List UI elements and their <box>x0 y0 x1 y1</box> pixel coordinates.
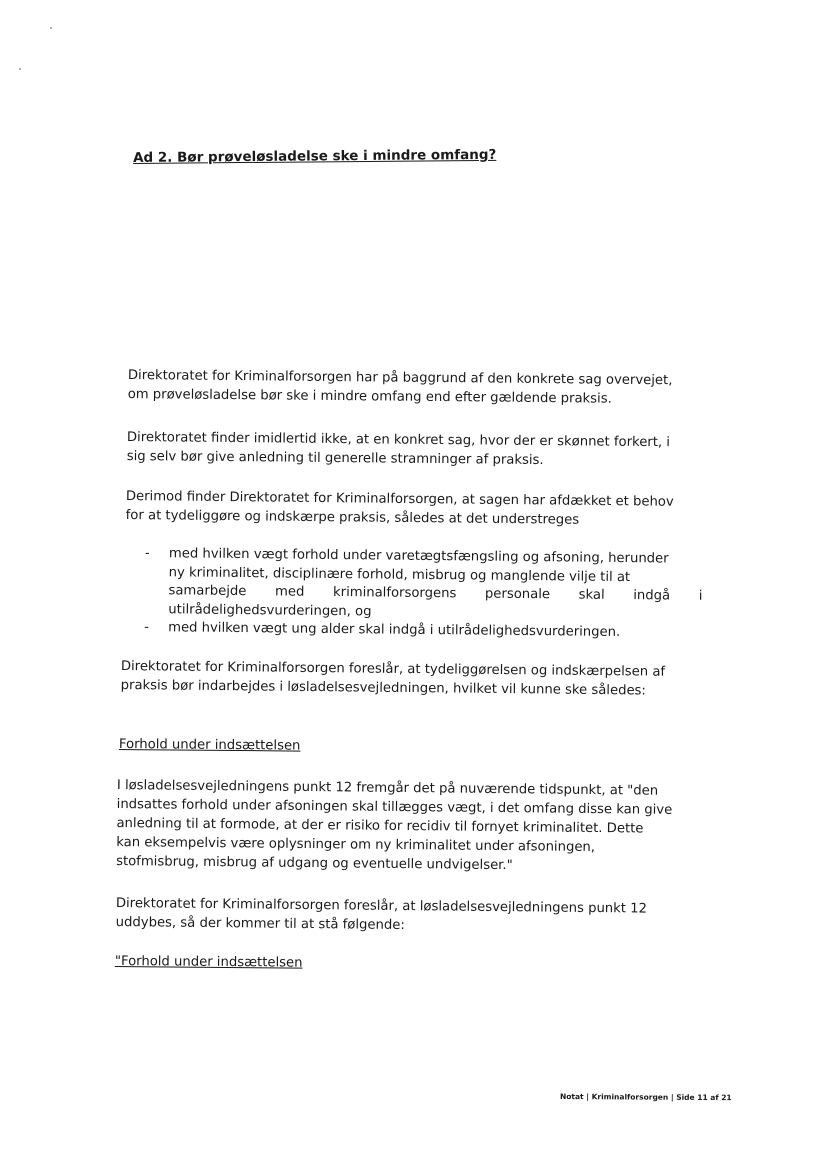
bullet-line: utilrådelighedsvurderingen, og <box>168 601 372 619</box>
paragraph-line: sig selv bør give anledning til generelle stramninger af praksis. <box>126 448 544 469</box>
bullet-mark: - <box>144 545 150 562</box>
paragraph-5 <box>116 776 673 877</box>
paragraph-1 <box>128 366 673 409</box>
justified-word: i <box>698 588 703 604</box>
justified-word: samarbejde <box>168 583 247 600</box>
bullet-line: med hvilken vægt ung alder skal indgå i utilrådelighedsvurderingen. <box>168 620 621 640</box>
paragraph-line: anledning til at formode, at der er risiko for recidiv til fornyet kriminalitet. Dette <box>116 815 644 837</box>
list-item <box>144 545 703 625</box>
paragraph-line: Direktoratet for Kriminalforsorgen foreslår, at tydeliggørelsen og indskærpelsen af <box>120 658 666 680</box>
quoted-section-heading: "Forhold under indsættelsen <box>114 954 303 971</box>
bullet-line: ny kriminalitet, disciplinære forhold, misbrug og manglende vilje til at <box>168 564 631 585</box>
page-heading: Ad 2. Bør prøveløsladelse ske i mindre omfang? <box>133 146 497 166</box>
bullet-list <box>144 545 703 643</box>
paragraph-2 <box>127 428 670 471</box>
paragraph-4 <box>121 657 666 701</box>
paragraph-line: I løsladelsesvejledningens punkt 12 fremgår det på nuværende tidspunkt, at "den <box>116 777 659 799</box>
paragraph-line: Direktoratet for Kriminalforsorgen foreslår, at løsladelsesvejledningens punkt 12 <box>115 895 648 917</box>
paragraph-line: indsattes forhold under afsoningen skal tillægges vægt, i det omfang disse kan give <box>116 796 673 818</box>
justified-word: personale <box>484 586 551 603</box>
paragraph-line: Direktoratet finder imidlertid ikke, at en konkret sag, hvor der er skønnet forkert, i <box>126 429 671 451</box>
page-footer: Notat | Kriminalforsorgen | Side 11 af 21 <box>559 1092 732 1103</box>
paragraph-line: uddybes, så der kommer til at stå følgende: <box>115 914 405 934</box>
justified-word: indgå <box>633 588 671 604</box>
justified-word: skal <box>578 587 605 603</box>
paragraph-line: Derimod finder Direktoratet for Kriminalforsorgen, at sagen har afdækket et behov <box>125 488 674 510</box>
scan-speck <box>50 27 52 29</box>
paragraph-line: stofmisbrug, misbrug af udgang og eventuelle undvigelser." <box>116 853 513 874</box>
paragraph-line: om prøveløsladelse bør ske i mindre omfang end efter gældende praksis. <box>127 386 612 407</box>
justified-word: kriminalforsorgens <box>332 584 457 602</box>
paragraph-line: praksis bør indarbejdes i løsladelsesvejledningen, hvilket vil kunne ske således: <box>120 677 646 699</box>
justified-word: med <box>275 584 305 600</box>
paragraph-line: Direktoratet for Kriminalforsorgen har på baggrund af den konkrete sag overvejet, <box>127 367 673 389</box>
paragraph-6 <box>116 894 647 938</box>
scan-speck <box>19 68 21 70</box>
bullet-line: med hvilken vægt forhold under varetægtsfængsling og afsoning, herunder <box>168 546 669 567</box>
paragraph-line: kan eksempelvis være oplysninger om ny kriminalitet under afsoningen, <box>116 834 596 856</box>
paragraph-line: for at tydeliggøre og indskærpe praksis, således at det understreges <box>125 507 580 528</box>
section-heading: Forhold under indsættelsen <box>118 737 301 754</box>
bullet-mark: - <box>144 619 149 636</box>
paragraph-3 <box>126 487 674 531</box>
